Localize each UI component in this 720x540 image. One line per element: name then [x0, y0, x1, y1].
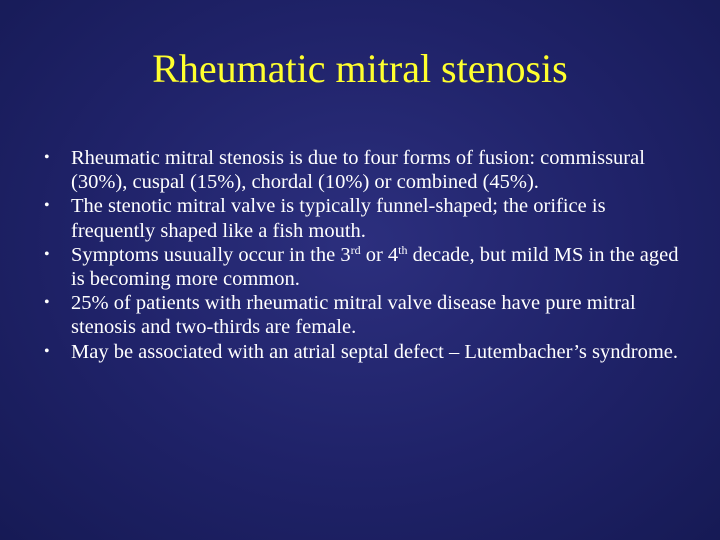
bullet-icon: • [44, 245, 50, 263]
bullet-item [44, 340, 694, 364]
bullet-icon: • [44, 294, 50, 312]
bullet-text: 25% of patients with rheumatic mitral valve disease have pure mitral stenosis and two-thirds are female. [71, 292, 636, 339]
bullet-item [44, 194, 694, 242]
ordinal-suffix: th [398, 242, 408, 257]
bullet-text-part: or 4 [360, 243, 399, 266]
bullet-text-part: decade, but mild MS in the aged is becoming more common. [71, 243, 679, 291]
bullet-text: Rheumatic mitral stenosis is due to four forms of fusion: commissural (30%), cuspal (15%), chordal (10%) or combined (45%). [71, 147, 645, 194]
bullet-list [44, 146, 694, 364]
bullet-icon: • [44, 197, 50, 215]
bullet-item [44, 146, 694, 194]
bullet-icon: • [44, 342, 50, 360]
bullet-text-part: Symptoms usuually occur in the 3 [71, 243, 351, 266]
ordinal-suffix: rd [350, 242, 361, 257]
bullet-item [44, 291, 694, 339]
bullet-text [71, 244, 679, 290]
bullet-icon: • [44, 149, 50, 166]
bullet-text: The stenotic mitral valve is typically funnel-shaped; the orifice is frequently shaped like a fish mouth. [71, 195, 606, 242]
bullet-item [44, 243, 694, 291]
bullet-text: May be associated with an atrial septal defect – Lutembacher’s syndrome. [71, 340, 679, 363]
slide-title: Rheumatic mitral stenosis [152, 46, 568, 91]
